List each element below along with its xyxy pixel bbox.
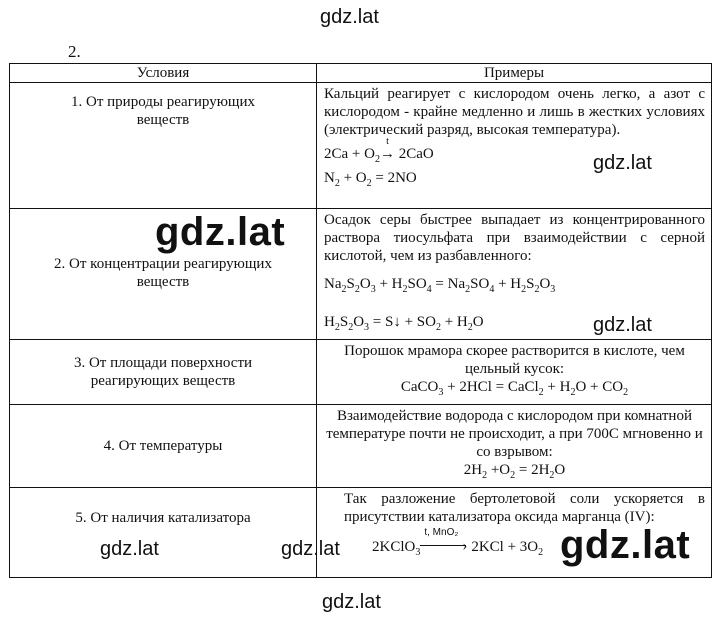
condition-cell: 4. От температуры [10, 405, 317, 488]
formula: $N_2 + O_2 = 2NO$ [324, 170, 417, 189]
formula: $2H_2 +O_2 = 2H_2O$ [463, 462, 566, 481]
watermark: gdz.lat [593, 314, 652, 336]
condition-cell: 1. От природы реагирующих веществ [10, 83, 317, 209]
watermark: gdz.lat [281, 538, 340, 560]
conditions-table [9, 63, 712, 578]
example-cell [317, 340, 712, 405]
header-conditions: Условия [10, 64, 317, 83]
table-row [10, 83, 712, 209]
example-cell [317, 488, 712, 578]
example-text: Порошок мрамора скорее растворится в кислоте, чем цельный кусок: [344, 343, 685, 377]
example-cell [317, 209, 712, 340]
arrow-label: t, MnO₂ [424, 527, 459, 538]
arrow-label: t [386, 136, 389, 147]
formula: $2Ca + O_2$ t → 2CaO [324, 145, 705, 169]
condition-cell: 5. От наличия катализатора [10, 488, 317, 578]
table-header-row [10, 64, 712, 83]
watermark: gdz.lat [593, 152, 652, 174]
watermark: gdz.lat [560, 523, 691, 567]
header-examples: Примеры [317, 64, 712, 83]
example-text: Осадок серы быстрее выпадает из концентрированного раствора тиосульфата при взаимодействии с серной кислотой, чем из разбавленного: [324, 212, 705, 264]
watermark: gdz.lat [320, 6, 379, 28]
watermark: gdz.lat [155, 210, 286, 254]
table-row [10, 405, 712, 488]
condition-cell: 2. От концентрации реагирующих веществ [10, 209, 317, 340]
table-row [10, 209, 712, 340]
watermark: gdz.lat [100, 538, 159, 560]
table-row [10, 488, 712, 578]
example-cell [317, 83, 712, 209]
example-text: Так разложение бертолетовой соли ускоряется в присутствии катализатора оксида марганца (IV): [344, 491, 705, 525]
table-row [10, 340, 712, 405]
formula: CaCO$_3$ + 2HCl = CaCl$_2$ + $H_2O + CO_2$ [400, 379, 629, 398]
watermark: gdz.lat [322, 591, 381, 613]
formula: $Na_2S_2O_3 + H_2SO_4 = Na_2SO_4 + H_2S_2O_3$ [324, 276, 556, 295]
formula: 2KClO$_3$ t, MnO₂ › $2KCl + 3O_2$ [324, 538, 705, 562]
example-text: Взаимодействие водорода с кислородом при комнатной температуре почти не происходит, а при 700С мгновенно и со взрывом: [326, 408, 703, 460]
condition-cell: 3. От площади поверхности реагирующих веществ [10, 340, 317, 405]
task-number: 2. [68, 42, 81, 61]
example-text: Кальций реагирует с кислородом очень легко, а азот с кислородом - крайне медленно и лишь в жестких условиях (электрический разряд, высокая температура). [324, 86, 705, 138]
example-cell [317, 405, 712, 488]
formula: $H_2S_2O_3$ = S↓ + $SO_2 + H_2O$ [324, 314, 484, 333]
